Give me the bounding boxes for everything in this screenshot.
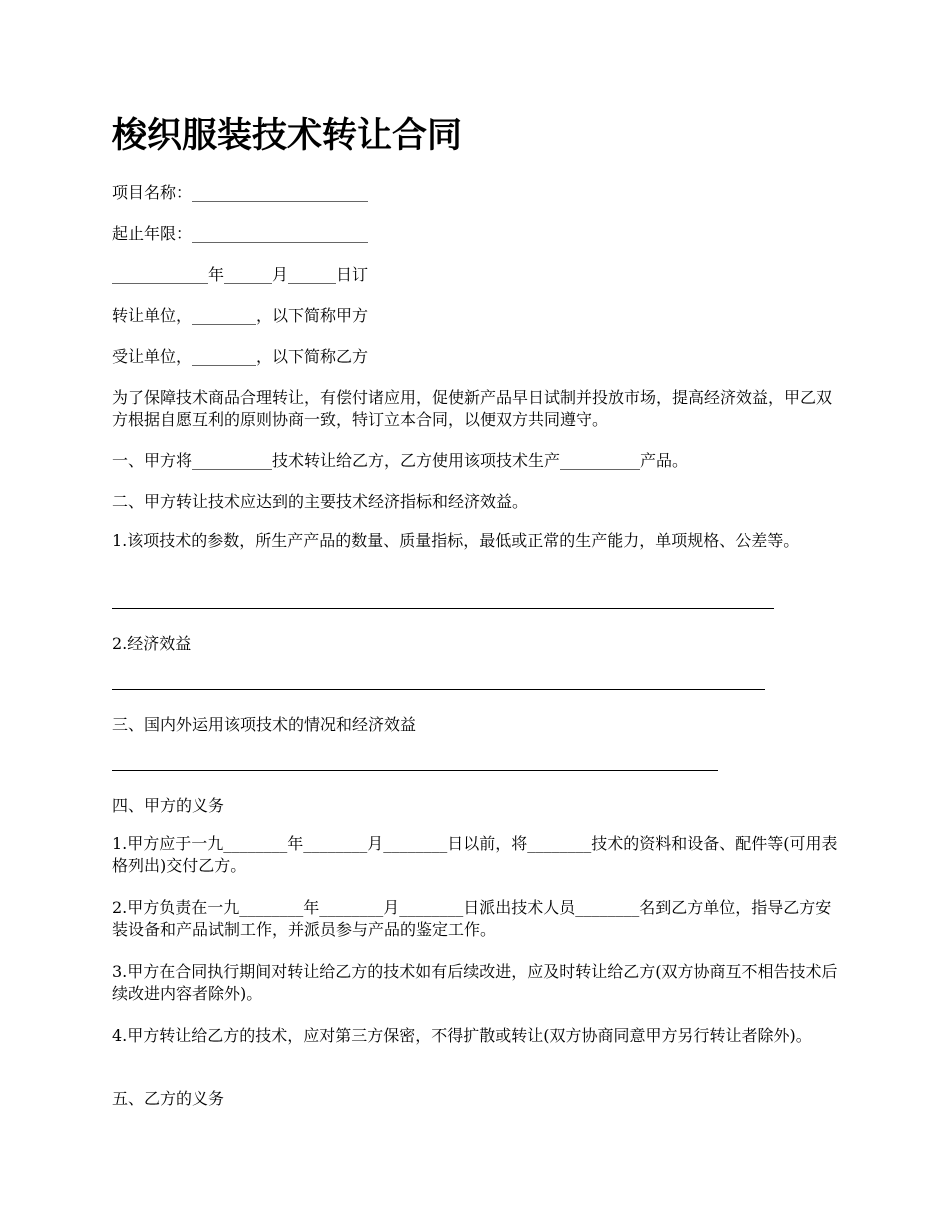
period-field: 起止年限：______________________ — [112, 224, 369, 243]
section-3-blank-line — [112, 770, 718, 771]
section-5-heading: 五、乙方的义务 — [112, 1089, 225, 1108]
section-1-paragraph: 一、甲方将__________技术转让给乙方，乙方使用该项技术生产__________产品。 — [112, 451, 689, 470]
document-title: 梭织服装技术转让合同 — [112, 116, 463, 156]
transferee-field: 受让单位，________，以下简称乙方 — [112, 347, 369, 366]
section-4-item-1: 1.甲方应于一九________年________月________日以前，将________技术的资料和设备、配件等(可用表格列出)交付乙方。 — [112, 834, 838, 875]
section-2-item-1-blank-line — [112, 608, 774, 609]
section-4-item-4: 4.甲方转让给乙方的技术，应对第三方保密，不得扩散或转让(双方协商同意甲方另行转让者除外)。 — [112, 1026, 812, 1045]
section-4-item-3: 3.甲方在合同执行期间对转让给乙方的技术如有后续改进，应及时转让给乙方(双方协商互不相告技术后续改进内容者除外)。 — [112, 962, 838, 1003]
preamble-paragraph: 为了保障技术商品合理转让，有偿付诸应用，促使新产品早日试制并投放市场，提高经济效益，甲乙双方根据自愿互利的原则协商一致，特订立本合同，以便双方共同遵守。 — [112, 388, 833, 429]
transferor-field: 转让单位，________，以下简称甲方 — [112, 306, 369, 325]
section-2-item-2-blank-line — [112, 689, 765, 690]
sign-date-field: ____________年______月______日订 — [112, 265, 369, 284]
section-3-heading: 三、国内外运用该项技术的情况和经济效益 — [112, 715, 417, 734]
section-4-heading: 四、甲方的义务 — [112, 796, 225, 815]
project-name-field: 项目名称：______________________ — [112, 183, 369, 202]
section-4-item-2: 2.甲方负责在一九________年________月________日派出技术人员________名到乙方单位，指导乙方安装设备和产品试制工作，并派员参与产品的鉴定工作。 — [112, 898, 832, 939]
section-2-item-2: 2.经济效益 — [112, 634, 192, 653]
section-2-heading: 二、甲方转让技术应达到的主要技术经济指标和经济效益。 — [112, 492, 529, 511]
section-2-item-1: 1.该项技术的参数，所生产产品的数量、质量指标，最低或正常的生产能力，单项规格、公差等。 — [112, 531, 800, 550]
